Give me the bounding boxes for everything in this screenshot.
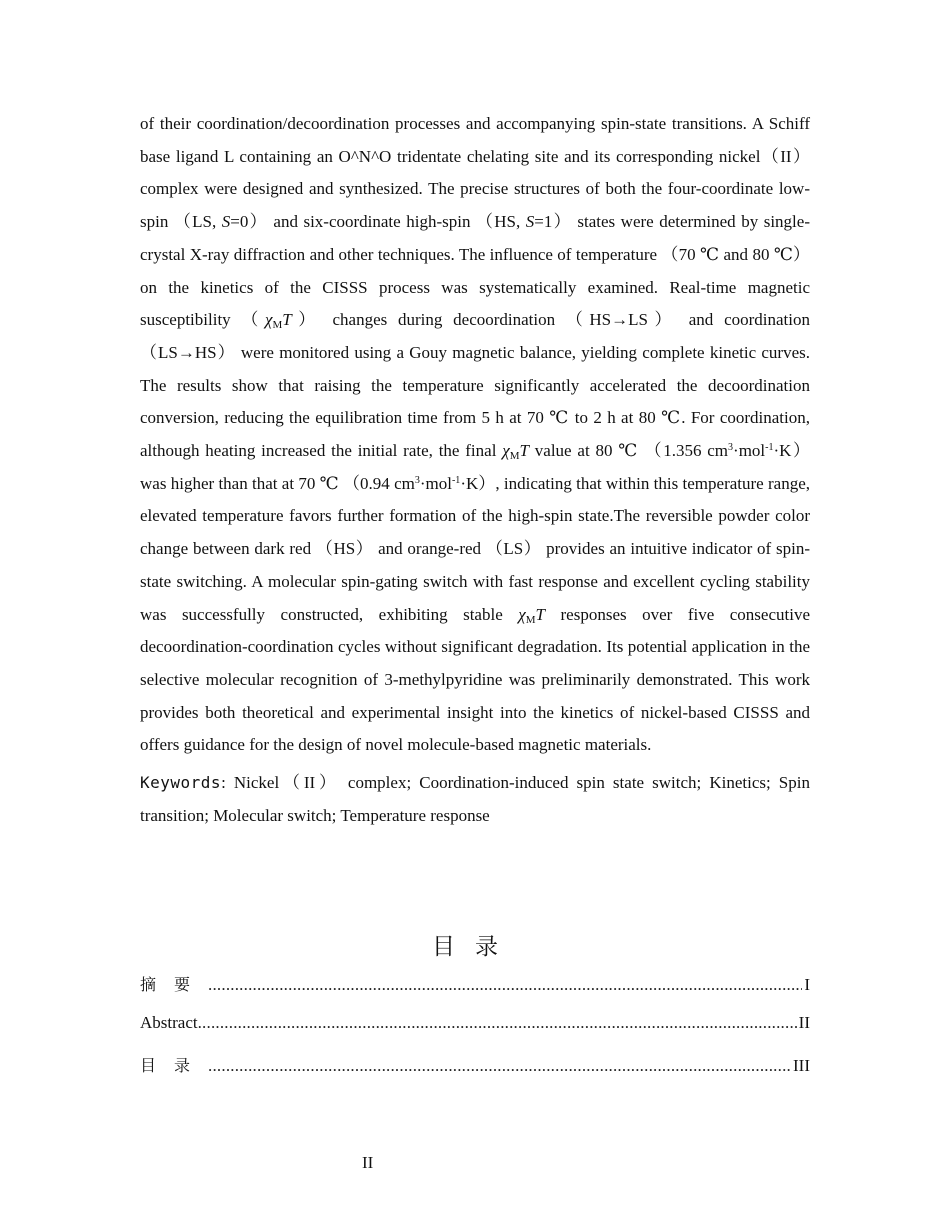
- toc-leader-dots: [208, 975, 802, 992]
- toc-entry-page: I: [804, 975, 810, 992]
- page-content: [140, 108, 810, 1073]
- table-of-contents: [140, 972, 810, 1094]
- toc-entry-contents[interactable]: [140, 1053, 810, 1073]
- toc-entry-page: III: [793, 1056, 810, 1073]
- toc-entry-abstract-cn[interactable]: [140, 972, 810, 992]
- toc-entry-label: 目录: [140, 1056, 209, 1073]
- page-number: II: [362, 1153, 374, 1172]
- keywords-label: Keywords: [140, 773, 222, 793]
- toc-leader-dots: [208, 1056, 791, 1073]
- toc-entry-page: II: [798, 1012, 810, 1032]
- toc-entry-abstract-en[interactable]: [140, 1013, 810, 1033]
- keywords-text: Nickel（II） complex; Coordination-induced spin state switch; Kinetics; Spin transition; Molecular switch; Temperature response: [140, 773, 810, 825]
- toc-entry-label: 摘要: [140, 975, 209, 992]
- abstract-text: of their coordination/decoordination processes and accompanying spin-state transitions. A Schiff base ligand L containing an O^N^O tridentate chelating site and its corresponding nickel（II） complex were designed and synthesized. The precise structures of both the four-coordinate low-spin （LS, S=0） and six-coordinate high-spin （HS, S=1） states were determined by single-crystal X-ray diffraction and other techniques. The influence of temperature （70 ℃ and 80 ℃） on the kinetics of the CISSS process was systematically examined. Real-time magnetic susceptibility $(\chi_MT)$ changes during decoordination （HS→LS） and coordination （LS→HS） were monitored using a Gouy magnetic balance, yielding complete kinetic curves. The results show that raising the temperature significantly accelerated the decoordination conversion, reducing the equilibration time from 5 h at 70 ℃ to 2 h at 80 ℃. For coordination, although heating increased the initial rate, the final $\chi_MT$ value at 80 ℃ （1.356 $cm^3\cdot mol^{-1}\cdot K$） was higher than that at 70 ℃ （0.94 $cm^3\cdot mol^{-1}\cdot K$）, indicating that within this temperature range, elevated temperature favors further formation of the high-spin state.The reversible powder color change between dark red （HS） and orange-red （LS） provides an intuitive indicator of spin-state switching. A molecular spin-gating switch with fast response and excellent cycling stability was successfully constructed, exhibiting stable $\chi_MT$ responses over five consecutive decoordination-coordination cycles without significant degradation. Its potential application in the selective molecular recognition of 3-methylpyridine was preliminarily demonstrated. This work provides both theoretical and experimental insight into the kinetics of nickel-based CISSS and offers guidance for the design of novel molecule-based magnetic materials.: [140, 114, 810, 755]
- keywords-separator: :: [221, 773, 234, 793]
- toc-title: 目录: [432, 934, 518, 960]
- toc-entry-label: Abstract: [140, 1012, 198, 1032]
- keywords-paragraph: [140, 767, 810, 832]
- toc-leader-dots: [198, 1013, 797, 1033]
